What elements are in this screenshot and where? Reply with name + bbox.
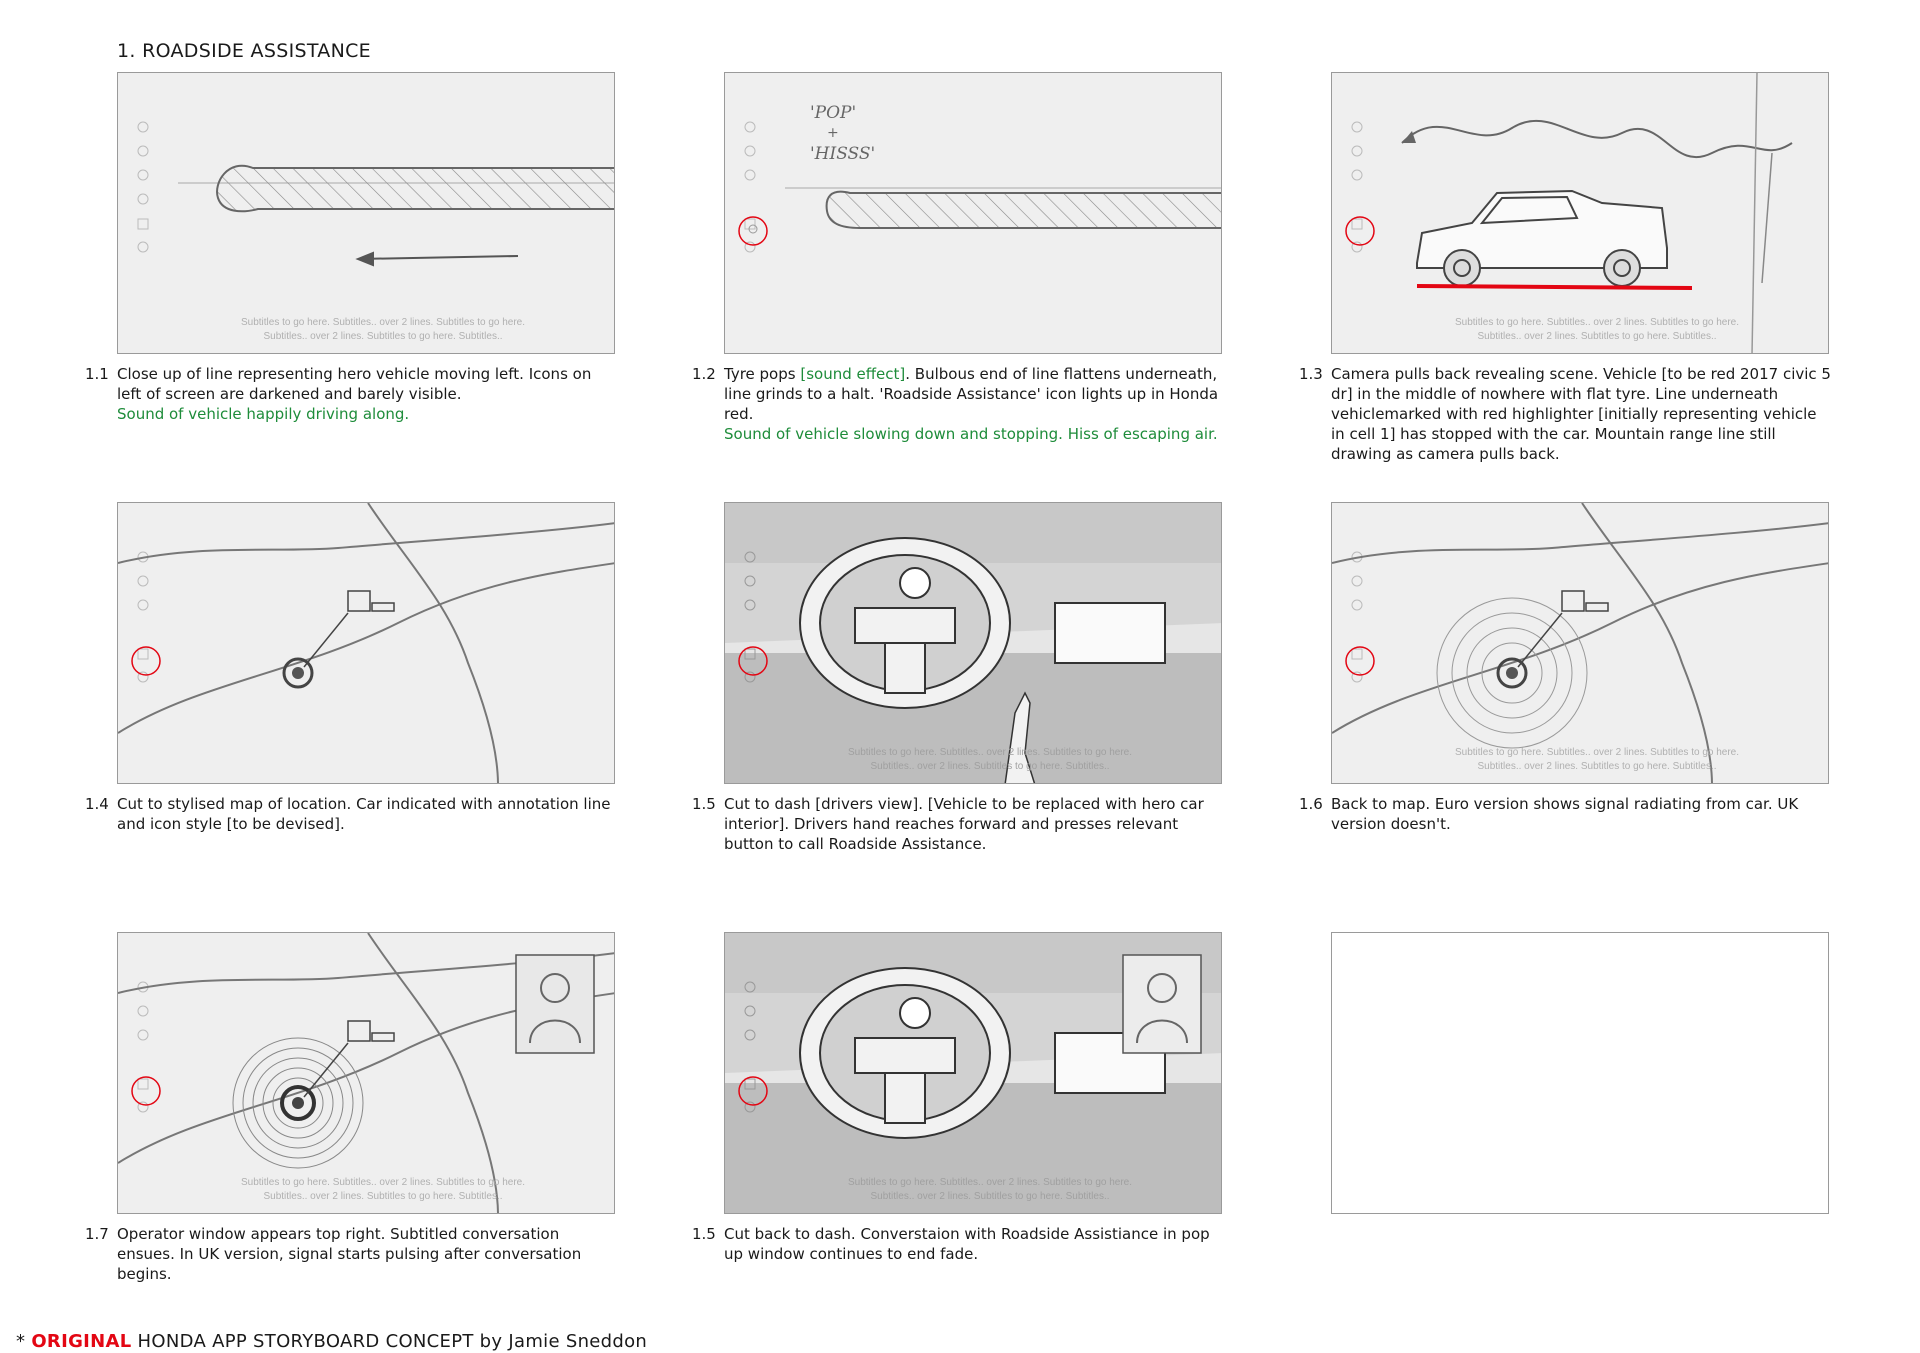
- caption-text: Operator window appears top right. Subtitled conversation ensues. In UK version, signal starts pulsing after conversation begins.: [117, 1225, 582, 1283]
- caption-text: Camera pulls back revealing scene. Vehicle [to be red 2017 civic 5 dr] in the middle of nowhere with flat tyre. Line underneath vehiclemarked with red highlighter [initially representing vehicle in cell 1] has stopped with the car. Mountain range line still drawing as camera pulls back.: [1331, 365, 1831, 463]
- caption-text: Cut back to dash. Converstaion with Roadside Assistiance in pop up window continues to end fade.: [724, 1225, 1210, 1263]
- caption-text: Tyre pops: [724, 365, 801, 383]
- operator-window-sketch: [516, 955, 594, 1053]
- caption-number: 1.4: [85, 795, 109, 813]
- sound-effect-note: [sound effect]: [800, 365, 906, 383]
- sketch-pop: 'POP': [810, 103, 857, 123]
- storyboard-panel-1-3: [1331, 72, 1829, 354]
- caption-1-5: [692, 794, 1224, 854]
- subtitle-line-2: Subtitles.. over 2 lines. Subtitles to go here. Subtitles..: [263, 331, 503, 342]
- page-title: 1. ROADSIDE ASSISTANCE: [117, 40, 371, 62]
- footer-credit: [16, 1331, 647, 1352]
- operator-window-sketch: [1123, 955, 1201, 1053]
- vehicle-line-sketch: [217, 166, 615, 212]
- sound-note: Sound of vehicle slowing down and stopping. Hiss of escaping air.: [724, 425, 1218, 443]
- infotainment-screen-sketch: [1055, 603, 1165, 663]
- storyboard-panel-1-2: [724, 72, 1222, 354]
- roadside-assistance-icon-highlight: [1346, 217, 1374, 245]
- car-sketch: [1417, 191, 1667, 286]
- caption-1-2: [692, 364, 1224, 444]
- caption-number: 1.1: [85, 365, 109, 383]
- vehicle-line-sketch: [827, 192, 1222, 228]
- footer-text: HONDA APP STORYBOARD CONCEPT by Jamie Sneddon: [131, 1331, 648, 1352]
- caption-1-1: [85, 364, 617, 424]
- sketch-hiss: 'HISSS': [810, 144, 876, 164]
- caption-number: 1.2: [692, 365, 716, 383]
- caption-number: 1.5: [692, 795, 716, 813]
- storyboard-panel-1-6: [1331, 502, 1829, 784]
- storyboard-panel-1-5: [724, 502, 1222, 784]
- side-icon-column: [138, 122, 148, 252]
- storyboard-panel-1-7: [117, 932, 615, 1214]
- caption-number: 1.6: [1299, 795, 1323, 813]
- caption-number: 1.5: [692, 1225, 716, 1243]
- caption-text-after: . Bulbous end of line flattens underneath, line grinds to a halt. 'Roadside Assistance' icon lights up in Honda red.: [724, 365, 1219, 423]
- subtitle-line-2: Subtitles.. over 2 lines. Subtitles to go here. Subtitles..: [1477, 761, 1717, 772]
- subtitle-line-1: Subtitles to go here. Subtitles.. over 2 lines. Subtitles to go here.: [847, 747, 1133, 758]
- subtitle-line-1: Subtitles to go here. Subtitles.. over 2 lines. Subtitles to go here.: [847, 1177, 1133, 1188]
- storyboard-panel-empty: [1331, 932, 1829, 1214]
- subtitle-line-1: Subtitles to go here. Subtitles.. over 2 lines. Subtitles to go here.: [240, 317, 526, 328]
- mountain-line-sketch: [1402, 121, 1792, 157]
- caption-1-5b: [692, 1224, 1224, 1264]
- caption-text: Cut to stylised map of location. Car indicated with annotation line and icon style [to be devised].: [117, 795, 611, 833]
- red-highlight-line: [1417, 286, 1692, 288]
- caption-1-3: [1299, 364, 1831, 464]
- storyboard-panel-1-1: [117, 72, 615, 354]
- caption-1-6: [1299, 794, 1831, 834]
- storyboard-panel-1-5b: [724, 932, 1222, 1214]
- subtitle-line-2: Subtitles.. over 2 lines. Subtitles to go here. Subtitles..: [1477, 331, 1717, 342]
- footer-star: *: [16, 1331, 32, 1352]
- map-roads-sketch: [118, 503, 615, 784]
- roadside-assistance-icon-highlight: [132, 1077, 160, 1105]
- subtitle-line-1: Subtitles to go here. Subtitles.. over 2 lines. Subtitles to go here.: [1454, 317, 1740, 328]
- subtitle-line-2: Subtitles.. over 2 lines. Subtitles to go here. Subtitles..: [870, 1191, 1110, 1202]
- subtitle-line-2: Subtitles.. over 2 lines. Subtitles to go here. Subtitles..: [870, 761, 1110, 772]
- left-arrow-sketch: [358, 253, 518, 265]
- caption-text: Back to map. Euro version shows signal radiating from car. UK version doesn't.: [1331, 795, 1799, 833]
- caption-1-4: [85, 794, 617, 834]
- roadside-assistance-icon-highlight: [739, 217, 767, 245]
- caption-number: 1.3: [1299, 365, 1323, 383]
- caption-1-7: [85, 1224, 617, 1284]
- roadside-assistance-icon-highlight: [1346, 647, 1374, 675]
- footer-original-label: ORIGINAL: [31, 1331, 132, 1352]
- caption-text: Close up of line representing hero vehicle moving left. Icons on left of screen are darkened and barely visible.: [117, 365, 592, 403]
- caption-number: 1.7: [85, 1225, 109, 1243]
- subtitle-line-1: Subtitles to go here. Subtitles.. over 2 lines. Subtitles to go here.: [240, 1177, 526, 1188]
- caption-text: Cut to dash [drivers view]. [Vehicle to be replaced with hero car interior]. Drivers hand reaches forward and presses relevant button to call Roadside Assistance.: [724, 795, 1204, 853]
- sketch-plus: +: [827, 125, 839, 141]
- roadside-assistance-icon-highlight: [132, 647, 160, 675]
- sound-note: Sound of vehicle happily driving along.: [117, 405, 410, 423]
- steering-wheel-sketch: [800, 538, 1010, 708]
- subtitle-line-2: Subtitles.. over 2 lines. Subtitles to go here. Subtitles..: [263, 1191, 503, 1202]
- storyboard-panel-1-4: [117, 502, 615, 784]
- subtitle-line-1: Subtitles to go here. Subtitles.. over 2 lines. Subtitles to go here.: [1454, 747, 1740, 758]
